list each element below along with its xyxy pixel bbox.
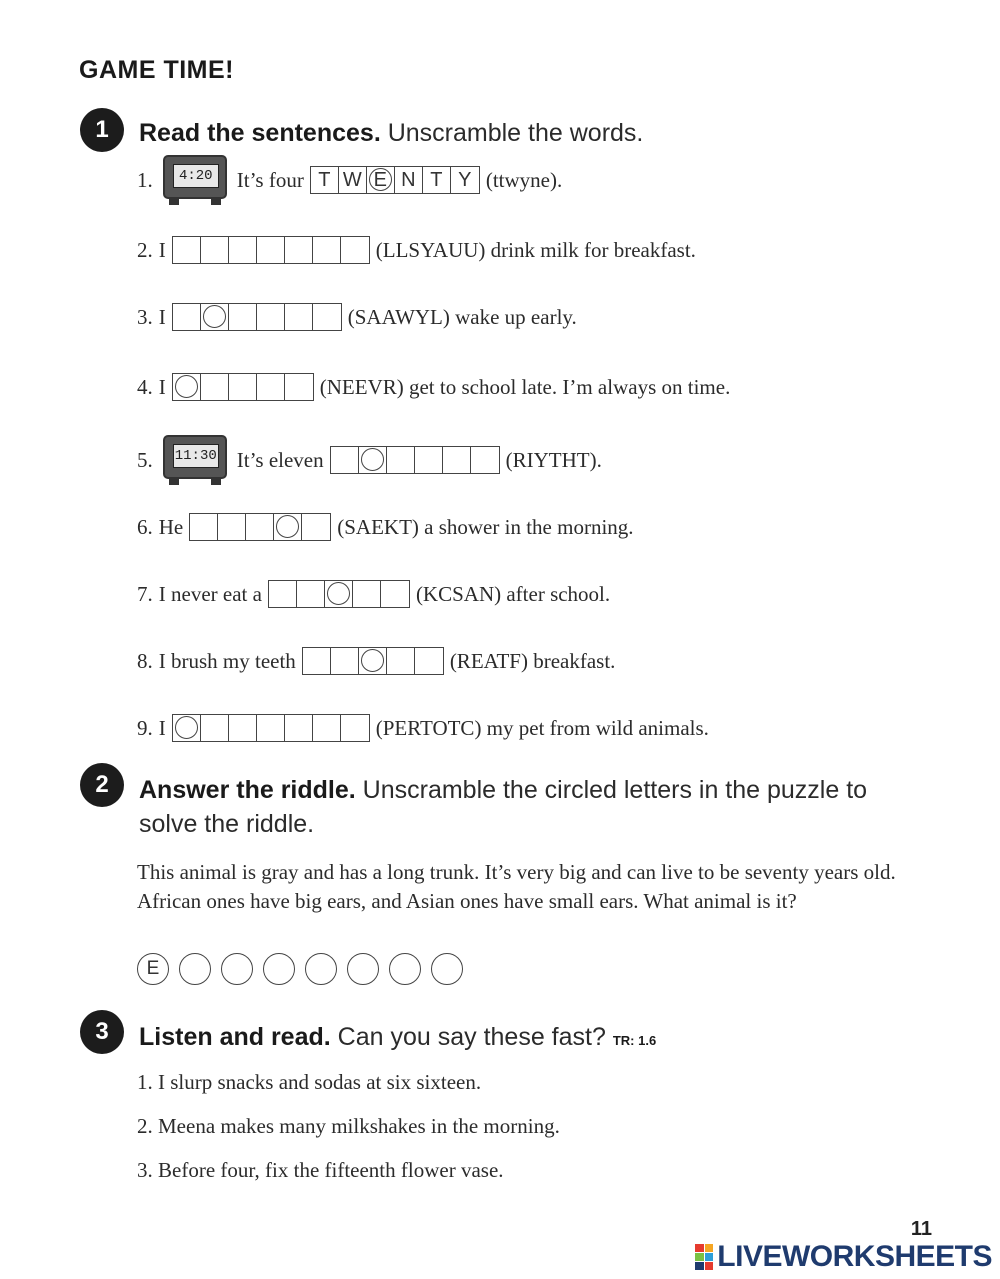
item-text-after: (SAAWYL) wake up early. xyxy=(347,304,577,329)
letter-boxes[interactable] xyxy=(172,714,370,742)
page-number: 11 xyxy=(910,1218,932,1240)
item-text-before: It’s four xyxy=(236,167,304,192)
item-text-after: (REATF) breakfast. xyxy=(449,648,616,673)
section-1-heading xyxy=(139,116,643,150)
letter-box[interactable] xyxy=(471,447,499,473)
tongue-twister-2: 2. Meena makes many milkshakes in the morning. xyxy=(137,1114,560,1138)
item-text-before: I xyxy=(158,715,166,740)
item-number: 6. xyxy=(137,514,153,539)
letter-box[interactable] xyxy=(313,237,341,263)
item-number: 8. xyxy=(137,648,153,673)
letter-box[interactable] xyxy=(190,514,218,540)
answer-circle[interactable] xyxy=(221,953,253,985)
letter-box[interactable] xyxy=(297,581,325,607)
letter: E xyxy=(373,168,387,191)
letter-box[interactable] xyxy=(257,237,285,263)
item-number: 2. xyxy=(137,237,153,262)
tongue-twister-1: 1. I slurp snacks and sodas at six sixteen. xyxy=(137,1070,482,1094)
letter-boxes[interactable] xyxy=(172,373,314,401)
exercise-item-6 xyxy=(137,511,634,543)
riddle-answer xyxy=(137,953,463,985)
item-text-after: (SAEKT) a shower in the morning. xyxy=(337,514,634,539)
riddle-text: This animal is gray and has a long trunk. It’s very big and can live to be seventy years old. African ones have big ears, and Asian ones have small ears. What animal is it? xyxy=(137,860,896,913)
exercise-item-1 xyxy=(137,164,562,196)
letter-box[interactable] xyxy=(451,167,479,193)
answer-circle[interactable] xyxy=(389,953,421,985)
letter-box[interactable] xyxy=(269,581,297,607)
letter-box[interactable] xyxy=(415,447,443,473)
letter-box[interactable] xyxy=(201,237,229,263)
letter-box[interactable] xyxy=(339,167,367,193)
letter-box-circled[interactable] xyxy=(359,447,387,473)
letter-box[interactable] xyxy=(313,304,341,330)
item-number: 5. xyxy=(137,447,153,472)
item-number: 1. xyxy=(137,167,153,192)
item-text-after: (NEEVR) get to school late. I’m always on time. xyxy=(319,374,731,399)
letter-box[interactable] xyxy=(313,715,341,741)
item-number: 3. xyxy=(137,304,153,329)
digital-clock-icon xyxy=(163,155,227,205)
section-3-heading-rest: Can you say these fast? xyxy=(330,1023,606,1051)
letter-box[interactable] xyxy=(246,514,274,540)
letter-box[interactable] xyxy=(201,374,229,400)
track-label: TR: 1.6 xyxy=(612,1033,657,1048)
clock-time: 4:20 xyxy=(173,164,219,188)
digital-clock-icon xyxy=(163,435,227,485)
letter-boxes[interactable] xyxy=(302,647,444,675)
item-text-after: (RIYTHT). xyxy=(505,447,602,472)
letter-boxes[interactable] xyxy=(310,166,480,194)
letter-box[interactable] xyxy=(229,237,257,263)
letter-box[interactable] xyxy=(387,648,415,674)
exercise-item-4 xyxy=(137,371,730,403)
exercise-item-2 xyxy=(137,234,696,266)
exercise-item-5 xyxy=(137,444,602,476)
item-text-before: He xyxy=(158,514,184,539)
section-2-badge: 2 xyxy=(80,763,124,807)
letter-box[interactable] xyxy=(302,514,330,540)
letter-box[interactable] xyxy=(229,304,257,330)
section-1-badge: 1 xyxy=(80,108,124,152)
exercise-item-8 xyxy=(137,645,615,677)
letter-box[interactable] xyxy=(229,374,257,400)
letter-box[interactable] xyxy=(303,648,331,674)
item-number: 9. xyxy=(137,715,153,740)
logo-text: LIVEWORKSHEETS xyxy=(717,1240,992,1273)
item-text-before: I xyxy=(158,304,166,329)
tongue-twister-3: 3. Before four, fix the fifteenth flower vase. xyxy=(137,1158,504,1182)
page-title: GAME TIME! xyxy=(79,56,234,84)
letter-box[interactable] xyxy=(257,304,285,330)
section-3-heading xyxy=(139,1020,656,1058)
letter-box[interactable] xyxy=(257,374,285,400)
letter-box[interactable] xyxy=(311,167,339,193)
letter-box[interactable] xyxy=(285,715,313,741)
item-text-before: I xyxy=(158,237,166,262)
liveworksheets-logo xyxy=(695,1240,992,1274)
letter-boxes[interactable] xyxy=(172,236,370,264)
letter-box[interactable] xyxy=(341,715,369,741)
letter: Y xyxy=(458,168,472,191)
section-1-heading-bold: Read the sentences. xyxy=(139,119,381,147)
letter-box[interactable] xyxy=(218,514,246,540)
section-3-heading-bold: Listen and read. xyxy=(139,1023,331,1051)
letter-box[interactable] xyxy=(381,581,409,607)
letter-box[interactable] xyxy=(331,447,359,473)
letter-box[interactable] xyxy=(173,304,201,330)
exercise-item-7 xyxy=(137,578,610,610)
section-2-heading-bold: Answer the riddle. xyxy=(139,776,356,804)
logo-icon xyxy=(695,1244,713,1270)
letter-box[interactable] xyxy=(257,715,285,741)
item-text-after: (LLSYAUU) drink milk for breakfast. xyxy=(375,237,696,262)
letter-box[interactable] xyxy=(229,715,257,741)
letter-box[interactable] xyxy=(285,237,313,263)
item-text-after: (ttwyne). xyxy=(485,167,563,192)
section-3-badge: 3 xyxy=(80,1010,124,1054)
letter: T xyxy=(430,168,443,191)
letter-boxes[interactable] xyxy=(330,446,500,474)
item-text-before: It’s eleven xyxy=(236,447,324,472)
letter-box-circled[interactable] xyxy=(173,715,201,741)
letter-box[interactable] xyxy=(173,237,201,263)
letter: N xyxy=(401,168,416,191)
letter-boxes[interactable] xyxy=(189,513,331,541)
letter-box[interactable] xyxy=(423,167,451,193)
answer-circle[interactable]: E xyxy=(137,953,169,985)
exercise-item-9 xyxy=(137,712,709,744)
letter: T xyxy=(318,168,331,191)
letter-box[interactable] xyxy=(387,447,415,473)
letter-box[interactable] xyxy=(285,304,313,330)
item-text-before: I brush my teeth xyxy=(158,648,296,673)
letter-boxes[interactable] xyxy=(268,580,410,608)
letter-box-circled[interactable] xyxy=(173,374,201,400)
item-text-before: I xyxy=(158,374,166,399)
clock-time: 11:30 xyxy=(173,444,219,468)
letter-box[interactable] xyxy=(341,237,369,263)
letter-box-circled[interactable] xyxy=(274,514,302,540)
answer-circle[interactable] xyxy=(347,953,379,985)
section-2-heading-line2: solve the riddle. xyxy=(139,810,315,838)
answer-circle[interactable] xyxy=(305,953,337,985)
letter-box[interactable] xyxy=(285,374,313,400)
letter-boxes[interactable] xyxy=(172,303,342,331)
answer-circle[interactable] xyxy=(263,953,295,985)
letter-box[interactable] xyxy=(331,648,359,674)
letter-box[interactable] xyxy=(201,715,229,741)
letter-box[interactable] xyxy=(353,581,381,607)
item-number: 4. xyxy=(137,374,153,399)
letter-box[interactable] xyxy=(443,447,471,473)
answer-circle[interactable] xyxy=(431,953,463,985)
letter-box[interactable] xyxy=(395,167,423,193)
answer-circle[interactable] xyxy=(179,953,211,985)
letter-box-circled[interactable] xyxy=(325,581,353,607)
item-text-after: (PERTOTC) my pet from wild animals. xyxy=(375,715,709,740)
letter-box-circled[interactable] xyxy=(359,648,387,674)
item-text-after: (KCSAN) after school. xyxy=(415,581,611,606)
item-number: 7. xyxy=(137,581,153,606)
letter-box-circled[interactable] xyxy=(201,304,229,330)
letter-box[interactable] xyxy=(415,648,443,674)
exercise-item-3 xyxy=(137,301,577,333)
letter: W xyxy=(342,168,362,191)
letter-box-circled[interactable] xyxy=(367,167,395,193)
section-1-heading-rest: Unscramble the words. xyxy=(380,119,644,147)
section-2-heading-rest: Unscramble the circled letters in the puzzle to xyxy=(355,776,868,804)
item-text-before: I never eat a xyxy=(158,581,262,606)
section-2-heading xyxy=(139,773,867,841)
